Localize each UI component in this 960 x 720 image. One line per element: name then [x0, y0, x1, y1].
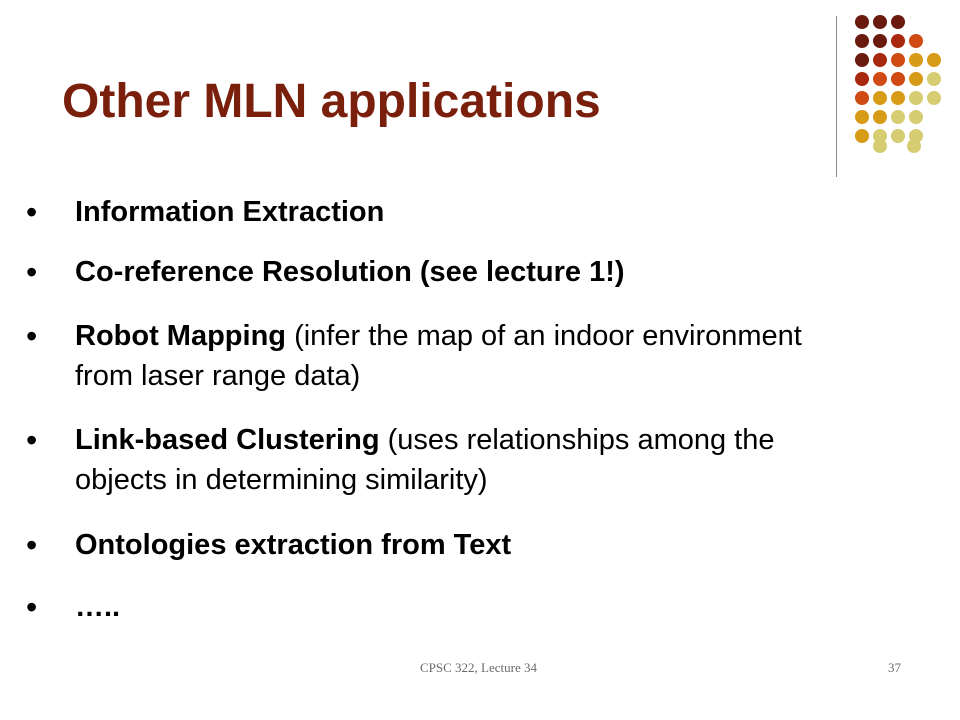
- decorative-dot: [873, 15, 887, 29]
- decorative-dot: [909, 110, 923, 124]
- decorative-dot: [907, 139, 921, 153]
- decorative-dot: [891, 34, 905, 48]
- decorative-dot: [873, 139, 887, 153]
- bullet-detail: (infer the map of an indoor environment from laser range data): [75, 320, 802, 392]
- slide-title: Other MLN applications: [62, 75, 601, 128]
- decorative-dot: [873, 110, 887, 124]
- bullet-text: [75, 587, 815, 627]
- decorative-dot: [873, 72, 887, 86]
- bullet-heading: Co-reference Resolution (see lecture 1!): [75, 256, 625, 288]
- decorative-dot: [891, 72, 905, 86]
- decorative-dot: [909, 53, 923, 67]
- decorative-dot: [891, 129, 905, 143]
- bullet-text: [75, 192, 815, 232]
- decorative-dot: [891, 110, 905, 124]
- bullet-heading: …..: [75, 591, 121, 623]
- decorative-dot: [855, 129, 869, 143]
- bullet-marker: •: [26, 589, 38, 625]
- decorative-dot: [873, 91, 887, 105]
- decorative-dot: [927, 53, 941, 67]
- decorative-dot: [909, 91, 923, 105]
- bullet-marker: •: [26, 254, 38, 290]
- bullet-marker: •: [26, 527, 38, 563]
- bullet-text: [75, 420, 815, 500]
- decorative-dot: [927, 91, 941, 105]
- bullet-marker: •: [26, 194, 38, 230]
- decorative-dot: [927, 72, 941, 86]
- decorative-dot: [855, 34, 869, 48]
- page-number: 37: [888, 660, 901, 675]
- decorative-dot: [891, 53, 905, 67]
- footer-course-label: CPSC 322, Lecture 34: [420, 660, 537, 675]
- decorative-dot: [855, 53, 869, 67]
- decorative-dot: [855, 110, 869, 124]
- decorative-dot: [855, 72, 869, 86]
- bullet-heading: Ontologies extraction from Text: [75, 529, 512, 561]
- bullet-marker: •: [26, 318, 38, 354]
- bullet-text: [75, 525, 815, 565]
- bullet-text: [75, 316, 815, 396]
- decorative-dot: [873, 53, 887, 67]
- decorative-dot: [891, 91, 905, 105]
- bullet-marker: •: [26, 422, 38, 458]
- decorative-dot: [855, 91, 869, 105]
- bullet-heading: Information Extraction: [75, 196, 385, 228]
- decorative-dot: [909, 72, 923, 86]
- decorative-dot: [909, 34, 923, 48]
- bullet-heading: Link-based Clustering: [75, 424, 380, 456]
- decorative-dot: [873, 34, 887, 48]
- decorative-dot-grid: [0, 0, 960, 200]
- decorative-dot: [855, 15, 869, 29]
- bullet-heading: Robot Mapping: [75, 320, 287, 352]
- bullet-detail: (uses relationships among the objects in determining similarity): [75, 424, 775, 496]
- bullet-text: [75, 252, 815, 292]
- decorative-dot: [891, 15, 905, 29]
